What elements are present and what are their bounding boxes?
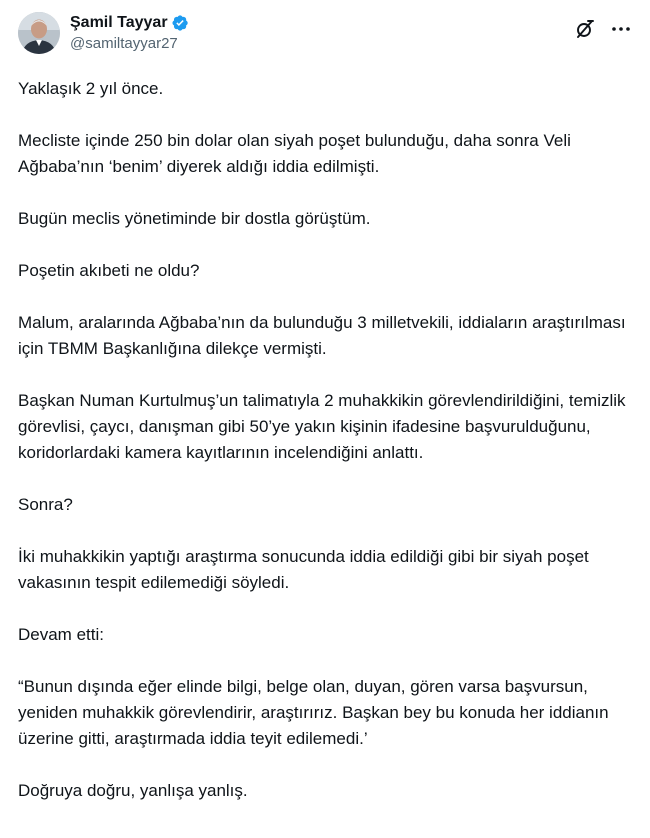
author-info	[70, 13, 189, 54]
name-row	[70, 13, 189, 33]
verified-badge-icon[interactable]	[171, 14, 189, 32]
tweet-paragraph: Malum, aralarında Ağbaba’nın da bulunduğu 3 milletvekili, iddiaların araştırılması için TBMM Başkanlığına dilekçe vermişti.	[18, 313, 631, 358]
tweet-paragraph: Bugün meclis yönetiminde bir dostla görüştüm.	[18, 209, 371, 228]
avatar-image	[18, 12, 60, 54]
author-display-name[interactable]: Şamil Tayyar	[70, 14, 168, 31]
tweet-paragraph: Poşetin akıbeti ne oldu?	[18, 261, 200, 280]
tweet-paragraph: Mecliste içinde 250 bin dolar olan siyah poşet bulunduğu, daha sonra Veli Ağbaba’nın ‘benim’ diyerek aldığı iddia edilmişti.	[18, 131, 575, 176]
more-options-icon[interactable]	[610, 18, 632, 40]
tweet-header	[18, 10, 632, 60]
tweet-text	[18, 76, 630, 804]
avatar[interactable]	[18, 12, 60, 54]
tweet-paragraph: “Bunun dışında eğer elinde bilgi, belge olan, duyan, gören varsa başvursun, yeniden muhakkik görevlendirir, araştırırız. Başkan bey bu konuda her iddianın üzerine gitti, araştırmada iddia teyit edilemedi.’	[18, 677, 614, 748]
tweet-paragraph: Doğruya doğru, yanlışa yanlış.	[18, 781, 248, 800]
grok-icon[interactable]	[574, 18, 596, 40]
tweet-paragraph: Yaklaşık 2 yıl önce.	[18, 79, 164, 98]
author-handle[interactable]: @samiltayyar27	[70, 35, 178, 52]
tweet-paragraph: Devam etti:	[18, 625, 104, 644]
tweet-paragraph: Sonra?	[18, 495, 73, 514]
tweet-paragraph: Başkan Numan Kurtulmuş’un talimatıyla 2 muhakkikin görevlendirildiğini, temizlik görevlisi, çaycı, danışman gibi 50’ye yakın kişinin ifadesine başvurulduğunu, koridorlardaki kamera kayıtlarının incelendiğini anlattı.	[18, 391, 631, 462]
tweet-paragraph: İki muhakkikin yaptığı araştırma sonucunda iddia edildiği gibi bir siyah poşet vakasının tespit edilemediği söyledi.	[18, 547, 594, 592]
